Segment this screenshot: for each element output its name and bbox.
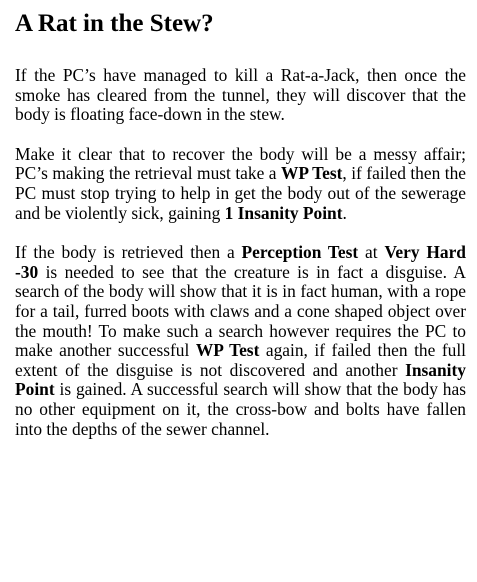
perception-test-term: Perception Test bbox=[241, 242, 359, 263]
document-page bbox=[15, 8, 466, 459]
paragraph-text: is gained. A successful search will show that the body has no other equipment on it, the cross-bow and bolts have fallen into the depths of the sewer channel. bbox=[15, 379, 466, 439]
paragraph-3 bbox=[15, 243, 466, 439]
paragraph-2 bbox=[15, 145, 466, 223]
difficulty-term: Very Hard -30 bbox=[15, 242, 466, 282]
paragraph-text: Make it clear that to recover the body will be a messy affair; PC’s making the retrieval must take a bbox=[15, 143, 466, 184]
insanity-point-term: Insanity Point bbox=[15, 359, 466, 400]
paragraph-text: at bbox=[358, 242, 385, 263]
wp-test-term: WP Test bbox=[195, 340, 260, 361]
insanity-point-term: 1 Insanity Point bbox=[224, 202, 343, 223]
paragraph-text: . bbox=[342, 202, 347, 223]
paragraph-1 bbox=[15, 66, 466, 125]
paragraph-text: is needed to see that the creature is in fact a disguise. A search of the body will show that it is in fact human, with a rope for a tail, furred boots with claws and a cone shaped object over the mouth! To make such a search however requires the PC to make another successful bbox=[15, 261, 466, 361]
paragraph-text: If the body is retrieved then a bbox=[15, 242, 242, 263]
paragraph-text: , if failed then the PC must stop trying to help in get the body out of the sewerage and be violently sick, gaining bbox=[15, 163, 467, 223]
section-heading: A Rat in the Stew? bbox=[15, 10, 214, 37]
paragraph-text: If the PC’s have managed to kill a Rat-a-Jack, then once the smoke has cleared from the tunnel, they will discover that the body is floating face-down in the stew. bbox=[15, 65, 466, 125]
paragraph-text: again, if failed then the full extent of the disguise is not discovered and another bbox=[15, 340, 466, 380]
wp-test-term: WP Test bbox=[280, 163, 343, 184]
